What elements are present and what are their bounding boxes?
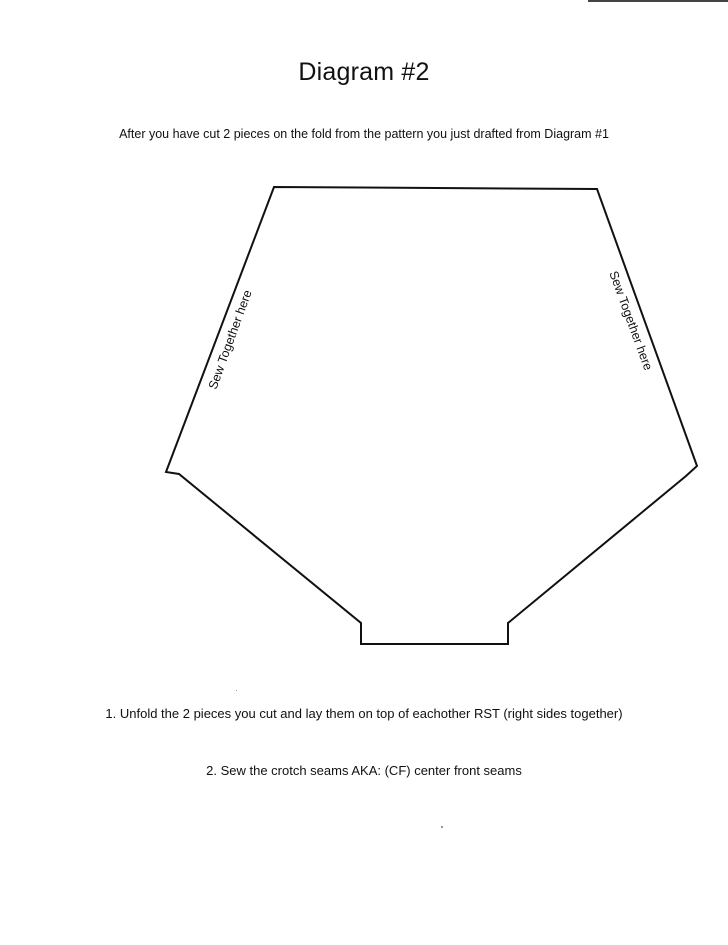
page-title: Diagram #2	[298, 58, 430, 86]
right-seam-label: Sew Together here	[606, 269, 656, 373]
scan-speck	[441, 826, 443, 828]
pattern-piece-outline	[166, 187, 697, 644]
intro-text: After you have cut 2 pieces on the fold from the pattern you just drafted from Diagram #1	[119, 127, 609, 141]
scan-speck	[236, 690, 237, 691]
left-seam-label: Sew Together here	[205, 288, 255, 392]
step-2-text: 2. Sew the crotch seams AKA: (CF) center front seams	[206, 763, 522, 778]
step-1-text: 1. Unfold the 2 pieces you cut and lay them on top of eachother RST (right sides together)	[105, 706, 623, 721]
